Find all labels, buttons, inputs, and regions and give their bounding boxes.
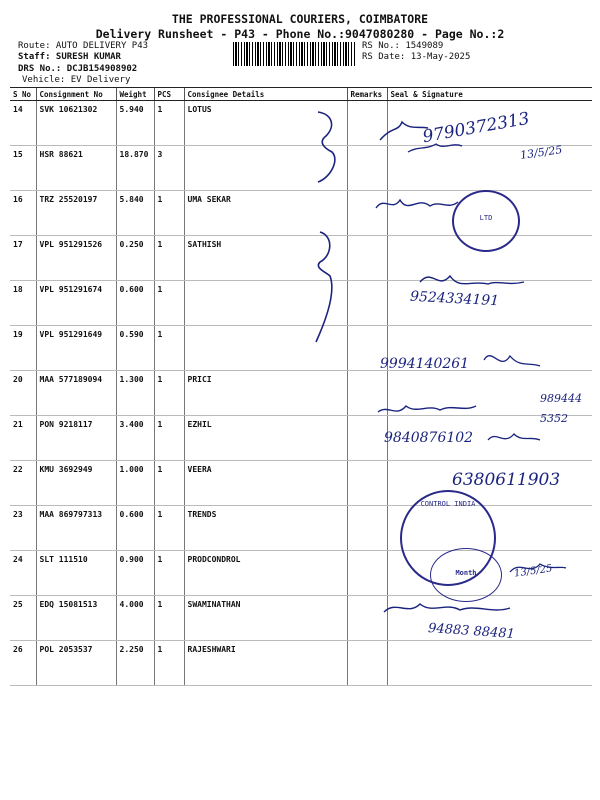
handwritten-note-2: 5352 — [540, 412, 568, 425]
cell-weight: 0.600 — [116, 281, 154, 326]
cell-consignee: SATHISH — [184, 236, 347, 281]
signature-row16 — [376, 200, 458, 208]
cell-weight: 5.940 — [116, 101, 154, 146]
cell-pcs: 1 — [154, 416, 184, 461]
cell-consignment: VPL 951291526 — [36, 236, 116, 281]
signature-row20 — [484, 356, 540, 366]
cell-consignee: SWAMINATHAN — [184, 596, 347, 641]
cell-weight: 1.000 — [116, 461, 154, 506]
cell-consignment: VPL 951291649 — [36, 326, 116, 371]
signature-row22 — [488, 434, 540, 440]
col-header-consignee: Consignee Details — [184, 88, 347, 101]
cell-consignment: MAA 577189094 — [36, 371, 116, 416]
brace-mark-1 — [318, 112, 335, 182]
cell-consignment: POL 2053537 — [36, 641, 116, 686]
cell-pcs: 1 — [154, 191, 184, 236]
col-header-sno: S No — [10, 88, 36, 101]
col-header-weight: Weight — [116, 88, 154, 101]
cell-consignee: UMA SEKAR — [184, 191, 347, 236]
cell-pcs: 1 — [154, 506, 184, 551]
cell-consignee: TRENDS — [184, 506, 347, 551]
cell-consignee: VEERA — [184, 461, 347, 506]
cell-consignee: EZHIL — [184, 416, 347, 461]
rs-number: RS No.: 1549089 — [362, 41, 444, 51]
company-title: THE PROFESSIONAL COURIERS, COIMBATORE — [171, 12, 429, 26]
col-header-remarks: Remarks — [347, 88, 387, 101]
cell-weight: 1.300 — [116, 371, 154, 416]
handwritten-phone-6: 94883 88481 — [427, 620, 516, 643]
cell-weight: 4.000 — [116, 596, 154, 641]
cell-weight: 18.870 — [116, 146, 154, 191]
cell-consignment: TRZ 25520197 — [36, 191, 116, 236]
cell-pcs: 1 — [154, 596, 184, 641]
cell-consignment: EDQ 15081513 — [36, 596, 116, 641]
cell-consignee: RAJESHWARI — [184, 641, 347, 686]
cell-pcs: 1 — [154, 371, 184, 416]
handwritten-date-2: 13/5/25 — [513, 563, 554, 580]
stamp-text-3: Month — [455, 569, 477, 577]
cell-weight: 0.900 — [116, 551, 154, 596]
drs-number: DRS No.: DCJB154908902 — [18, 64, 138, 74]
company-stamp-3 — [430, 548, 502, 602]
stamp-text-2: CONTROL INDIA — [420, 500, 476, 508]
cell-sno: 22 — [10, 461, 36, 506]
signature-row18 — [420, 276, 524, 284]
cell-consignment: HSR 88621 — [36, 146, 116, 191]
cell-sno: 23 — [10, 506, 36, 551]
col-header-pcs: PCS — [154, 88, 184, 101]
cell-pcs: 1 — [154, 101, 184, 146]
cell-sno: 17 — [10, 236, 36, 281]
handwritten-phone-2: 9524334191 — [409, 288, 500, 310]
cell-sno: 18 — [10, 281, 36, 326]
col-header-consignment: Consignment No — [36, 88, 116, 101]
cell-consignment: MAA 869797313 — [36, 506, 116, 551]
cell-weight: 0.250 — [116, 236, 154, 281]
cell-sno: 16 — [10, 191, 36, 236]
runsheet-subtitle: Delivery Runsheet - P43 - Phone No.:9047080280 - Page No.:2 — [95, 27, 505, 41]
cell-pcs: 1 — [154, 236, 184, 281]
handwritten-phone-1: 9790372313 — [421, 108, 532, 148]
cell-consignment: SLT 111510 — [36, 551, 116, 596]
stamp-text-1: LTD — [479, 214, 493, 222]
cell-consignment: PON 9218117 — [36, 416, 116, 461]
cell-consignment: KMU 3692949 — [36, 461, 116, 506]
cell-consignee: LOTUS — [184, 101, 347, 146]
cell-weight: 5.840 — [116, 191, 154, 236]
cell-sno: 15 — [10, 146, 36, 191]
cell-consignee: PRICI — [184, 371, 347, 416]
cell-pcs: 1 — [154, 326, 184, 371]
handwritten-date-1: 13/5/25 — [519, 143, 564, 162]
staff-label: Staff: SURESH KUMAR — [18, 52, 121, 62]
signature-row26 — [384, 604, 510, 612]
handwritten-phone-4: 9840876102 — [384, 430, 474, 446]
cell-pcs: 3 — [154, 146, 184, 191]
handwritten-phone-5: 6380611903 — [452, 470, 561, 490]
handwritten-phone-3: 9994140261 — [380, 356, 470, 372]
handwritten-note-1: 989444 — [540, 392, 582, 405]
cell-sno: 20 — [10, 371, 36, 416]
cell-consignment: VPL 951291674 — [36, 281, 116, 326]
cell-weight: 2.250 — [116, 641, 154, 686]
cell-sno: 24 — [10, 551, 36, 596]
cell-weight: 0.590 — [116, 326, 154, 371]
cell-pcs: 1 — [154, 551, 184, 596]
cell-sno: 21 — [10, 416, 36, 461]
cell-weight: 3.400 — [116, 416, 154, 461]
cell-sno: 26 — [10, 641, 36, 686]
cell-consignee: PRODCONDROL — [184, 551, 347, 596]
cell-pcs: 1 — [154, 461, 184, 506]
cell-pcs: 1 — [154, 641, 184, 686]
rs-date: RS Date: 13-May-2025 — [362, 52, 471, 62]
vehicle-label: Vehicle: EV Delivery — [22, 75, 131, 85]
cell-pcs: 1 — [154, 281, 184, 326]
cell-weight: 0.600 — [116, 506, 154, 551]
signature-row21 — [378, 406, 476, 412]
cell-sno: 14 — [10, 101, 36, 146]
cell-sno: 25 — [10, 596, 36, 641]
route-label: Route: AUTO DELIVERY P43 — [18, 41, 149, 51]
col-header-seal: Seal & Signature — [387, 88, 592, 101]
cell-sno: 19 — [10, 326, 36, 371]
brace-mark-2 — [316, 232, 332, 342]
company-stamp-1 — [452, 190, 520, 252]
cell-consignment: SVK 10621302 — [36, 101, 116, 146]
